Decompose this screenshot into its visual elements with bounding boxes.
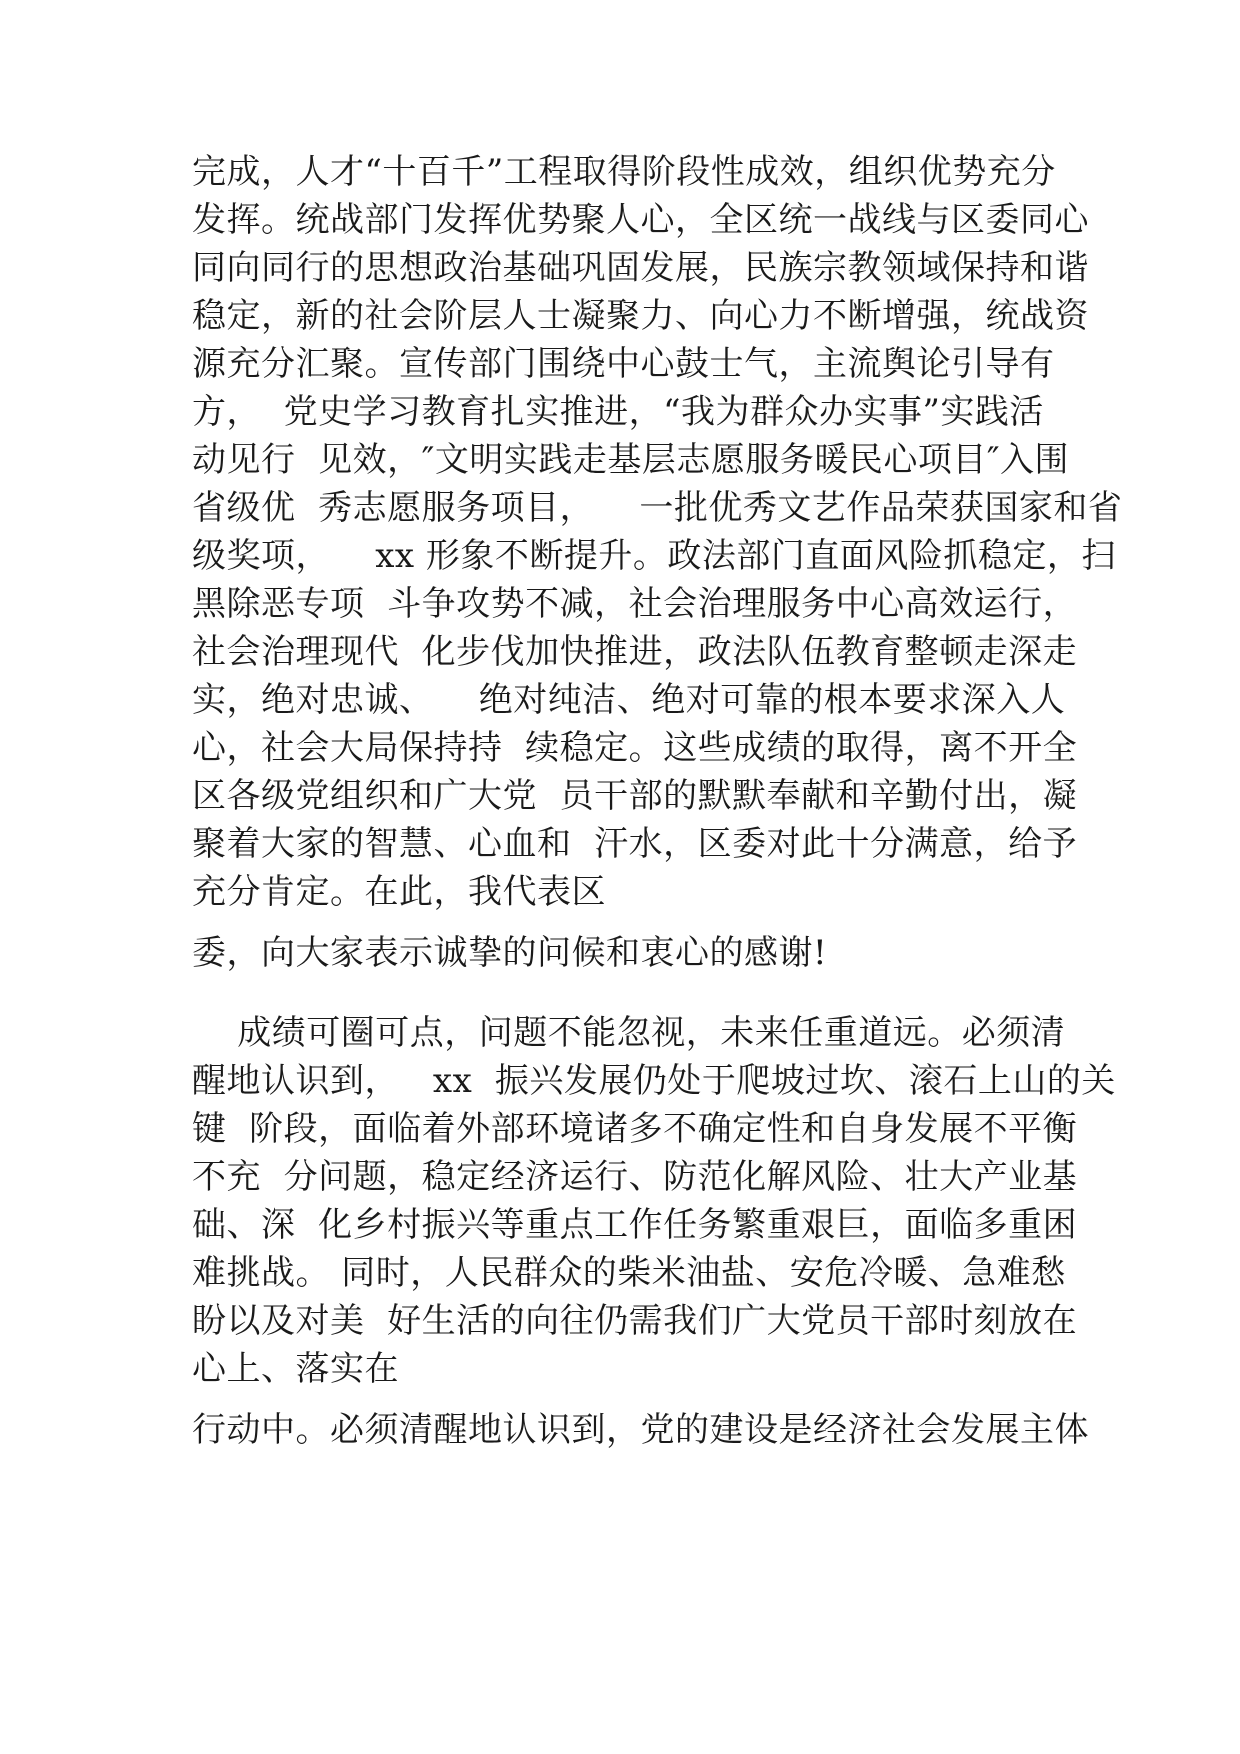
- text-line: 心上、落实在: [192, 1349, 399, 1389]
- text-line: 醒地认识到， xx 振兴发展仍处于爬坡过坎、滚石上山的关: [192, 1061, 1116, 1101]
- text-line: 聚着大家的智慧、心血和 汗水，区委对此十分满意，给予: [192, 824, 1078, 864]
- text-line: 完成，人才“十百千”工程取得阶段性成效，组织优势充分: [192, 152, 1056, 192]
- text-line: 础、深 化乡村振兴等重点工作任务繁重艰巨，面临多重困: [192, 1205, 1078, 1245]
- text-line: 源充分汇聚。宣传部门围绕中心鼓士气，主流舆论引导有: [192, 344, 1055, 384]
- text-line: 黑除恶专项 斗争攻势不减，社会治理服务中心高效运行，: [192, 584, 1078, 624]
- text-line: 不充 分问题，稳定经济运行、防范化解风险、壮大产业基: [192, 1157, 1078, 1197]
- text-line: 盼以及对美 好生活的向往仍需我们广大党员干部时刻放在: [192, 1301, 1078, 1341]
- text-line: 难挑战。 同时，人民群众的柴米油盐、安危冷暖、急难愁: [192, 1253, 1066, 1293]
- text-line: 行动中。必须清醒地认识到，党的建设是经济社会发展主体: [192, 1410, 1089, 1450]
- text-line: 键 阶段，面临着外部环境诸多不确定性和自身发展不平衡: [192, 1109, 1078, 1149]
- text-line: 发挥。统战部门发挥优势聚人心，全区统一战线与区委同心: [192, 200, 1089, 240]
- text-line: 社会治理现代 化步伐加快推进，政法队伍教育整顿走深走: [192, 632, 1078, 672]
- text-line: 同向同行的思想政治基础巩固发展，民族宗教领域保持和谐: [192, 248, 1089, 288]
- text-line: 级奖项， xx 形象不断提升。政法部门直面风险抓稳定，扫: [192, 536, 1116, 576]
- text-line: 充分肯定。在此，我代表区: [192, 872, 606, 912]
- text-line: 方， 党史学习教育扎实推进，“我为群众办实事”实践活: [192, 392, 1044, 432]
- text-line: 稳定，新的社会阶层人士凝聚力、向心力不断增强，统战资: [192, 296, 1089, 336]
- text-line: 省级优 秀志愿服务项目， 一批优秀文艺作品荣获国家和省: [192, 488, 1123, 528]
- text-line: 动见行 见效，″文明实践走基层志愿服务暖民心项目″入围: [192, 440, 1070, 480]
- text-line: 实，绝对忠诚、 绝对纯洁、绝对可靠的根本要求深入人: [192, 680, 1066, 720]
- text-line: 心，社会大局保持持 续稳定。这些成绩的取得，离不开全: [192, 728, 1078, 768]
- text-line: 成绩可圈可点，问题不能忽视，未来任重道远。必须清: [192, 1013, 1066, 1053]
- text-line: 区各级党组织和广大党 员干部的默默奉献和辛勤付出，凝: [192, 776, 1078, 816]
- text-line: 委，向大家表示诚挚的问候和衷心的感谢!: [192, 933, 828, 973]
